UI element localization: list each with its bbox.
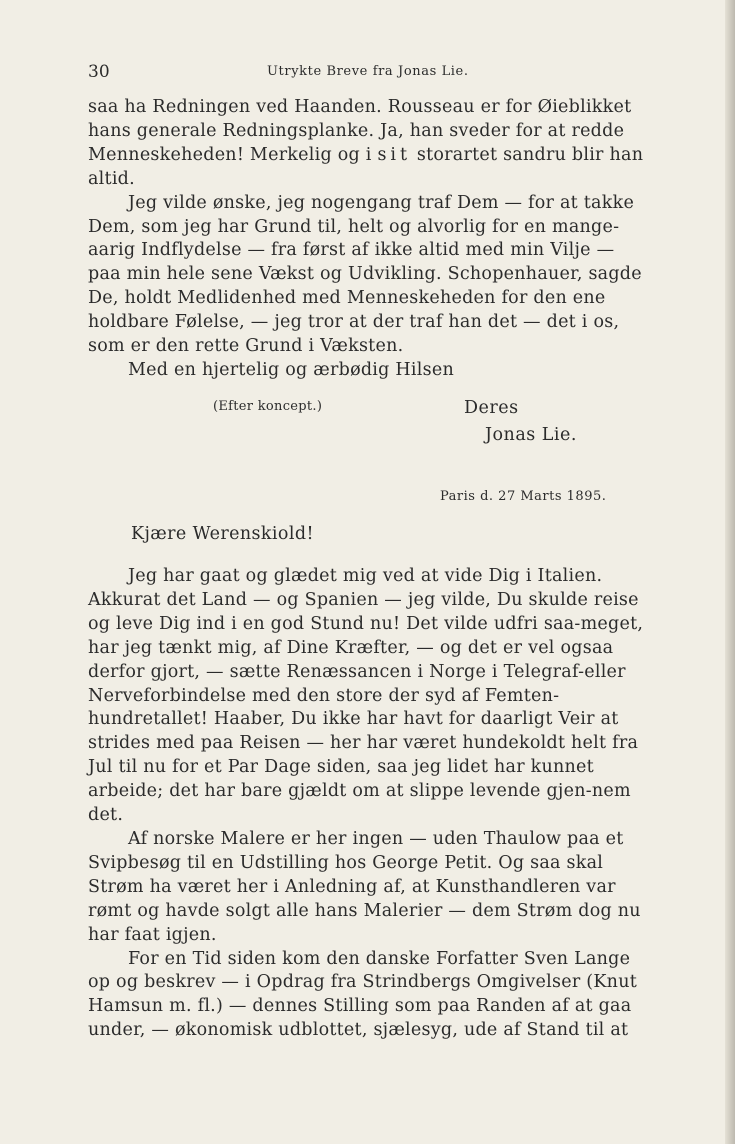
letter-2-paragraph-1: Jeg har gaat og glædet mig ved at vide Dig i Italien. Akkurat det Land — og Spanien — jeg vilde, Du skulde reise og leve Dig ind i en god Stund nu! Det vilde udfri saa-meget, har jeg tænkt mig, af Dine Kræfter, — og det er vel ogsaa derfor gjort, — sætte Renæssancen i Norge i Telegraf-eller Nerveforbindelse med den store der syd af Femten-hundretallet! Haaber, Du ikke har havt for daarligt Veir at strides med paa Reisen — her har været hundekoldt helt fra Jul til nu for et Par Dage siden, saa jeg lidet har kunnet arbeide; det har bare gjældt om at slippe levende gjen-nem det. (88, 566, 644, 826)
book-spine-edge (725, 0, 735, 1144)
paragraph-text: storartet sandru blir han altid. (88, 144, 644, 189)
letter-2-body (88, 565, 652, 1043)
letter-1-body (88, 96, 652, 383)
letter-2-paragraph-2: Af norske Malere er her ingen — uden Thaulow paa et Svipbesøg til en Udstilling hos George Petit. Og saa skal Strøm ha været her i Anledning af, at Kunsthandleren var rømt og havde solgt alle hans Malerier — dem Strøm dog nu har faat igjen. (88, 828, 641, 945)
paragraph-text: saa ha Redningen ved Haanden. Rousseau er for Øieblikket hans generale Redningsplanke. Ja, han sveder for at redde Menneskeheden! Merkelig og i (88, 97, 632, 165)
letter-1-paragraph-2: Jeg vilde ønske, jeg nogengang traf Dem — for at takke Dem, som jeg har Grund til, helt og alvorlig for en mange-aarig Indflydelse — fra først af ikke altid med min Vilje — paa min hele sene Vækst og Udvikling. Schopenhauer, sagde De, holdt Medlidenhed med Menneskeheden for den ene holdbare Følelse, — jeg tror at der traf han det — det i os, som er den rette Grund i Væksten. (88, 192, 642, 357)
letter-2-salutation: Kjære Werenskiold! (131, 524, 314, 544)
running-title: Utrykte Breve fra Jonas Lie. (267, 64, 469, 79)
letter-signature: Jonas Lie. (485, 425, 577, 445)
letter-closing: Deres (464, 398, 519, 418)
letter-2-paragraph-3: For en Tid siden kom den danske Forfatter Sven Lange op og beskrev — i Opdrag fra Strindbergs Omgivelser (Knut Hamsun m. fl.) — dennes Stilling som paa Randen af at gaa under, — økonomisk udblottet, sjælesyg, ude af Stand til at (88, 948, 637, 1041)
page-header (88, 62, 652, 84)
emphasized-word: sit (377, 144, 412, 165)
source-note: (Efter koncept.) (213, 399, 323, 414)
page-number: 30 (88, 62, 110, 82)
letter-1-paragraph-1 (88, 96, 652, 192)
letter-1-greeting: Med en hjertelig og ærbødig Hilsen (128, 359, 454, 380)
letter-2-dateline: Paris d. 27 Marts 1895. (440, 489, 607, 504)
